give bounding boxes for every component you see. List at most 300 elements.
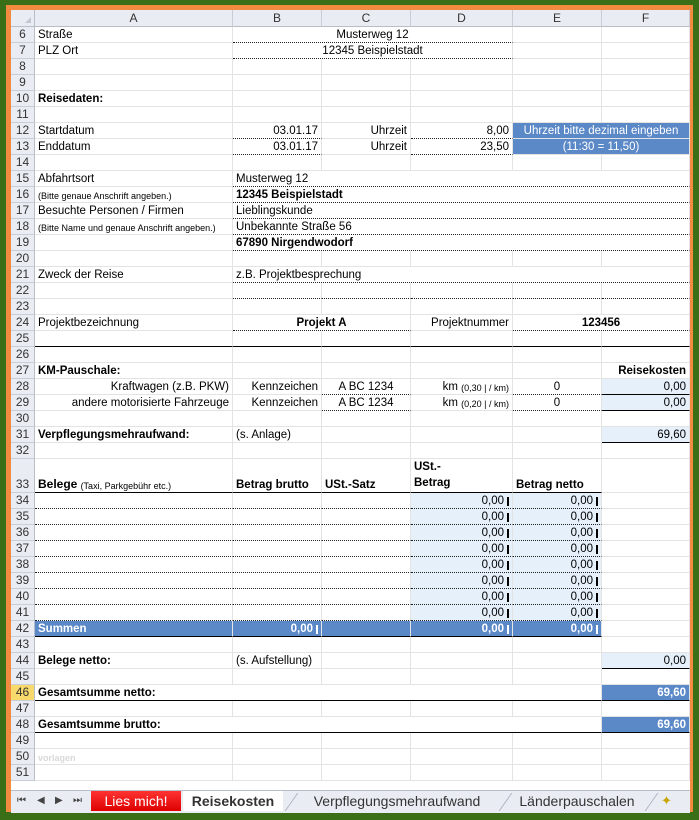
field-strasse[interactable]: Musterweg 12 [233, 27, 513, 43]
empty-cell[interactable] [322, 59, 411, 75]
empty-cell[interactable] [602, 299, 690, 315]
field-kennzeichen[interactable]: A BC 1234 [322, 395, 411, 411]
field-betrag-brutto[interactable] [233, 509, 322, 525]
empty-cell[interactable] [233, 749, 322, 765]
empty-cell[interactable] [513, 669, 602, 685]
empty-cell[interactable] [513, 251, 602, 267]
empty-cell[interactable] [602, 509, 690, 525]
column-header-e[interactable]: E [513, 10, 602, 27]
row-number[interactable]: 32 [11, 443, 35, 459]
empty-cell[interactable] [602, 589, 690, 605]
empty-cell[interactable] [233, 91, 322, 107]
empty-cell[interactable] [322, 251, 411, 267]
currency-marker-icon [596, 561, 598, 570]
empty-cell[interactable] [35, 443, 233, 459]
field-betrag-brutto[interactable] [233, 605, 322, 621]
empty-cell[interactable] [322, 701, 411, 717]
field-ust-satz[interactable] [322, 509, 411, 525]
field-km[interactable]: 0 [513, 395, 602, 411]
cell-ust-betrag [411, 557, 513, 573]
row-number[interactable]: 38 [11, 557, 35, 573]
empty-cell[interactable] [602, 107, 690, 123]
cell-ust-betrag [411, 589, 513, 605]
empty-cell[interactable] [411, 91, 513, 107]
tab-laenderpauschalen[interactable]: Länderpauschalen [519, 793, 635, 809]
currency-marker-icon [596, 609, 598, 618]
empty-cell[interactable] [513, 75, 602, 91]
empty-cell[interactable] [233, 733, 322, 749]
value-ust-betrag: 0,00 [481, 575, 504, 587]
empty-cell[interactable] [411, 637, 513, 653]
cell-ust-betrag [411, 525, 513, 541]
empty-cell[interactable] [602, 347, 690, 363]
row-number[interactable]: 40 [11, 589, 35, 605]
field-betrag-brutto[interactable] [233, 525, 322, 541]
empty-cell[interactable] [411, 733, 513, 749]
empty-cell[interactable] [35, 637, 233, 653]
row-number[interactable]: 19 [11, 235, 35, 251]
empty-cell[interactable] [233, 251, 322, 267]
label-projektnummer: Projektnummer [411, 315, 513, 331]
row-number[interactable]: 23 [11, 299, 35, 315]
currency-marker-icon [316, 625, 318, 634]
empty-cell[interactable] [35, 669, 233, 685]
row-number[interactable]: 6 [11, 27, 35, 43]
empty-cell[interactable] [602, 459, 690, 493]
empty-cell[interactable] [233, 331, 322, 347]
field-beleg-beschreibung[interactable] [35, 525, 233, 541]
row-number[interactable]: 12 [11, 123, 35, 139]
sheet-row [11, 443, 690, 459]
row-number[interactable]: 35 [11, 509, 35, 525]
empty-cell[interactable] [35, 235, 233, 251]
currency-marker-icon [596, 513, 598, 522]
km-rate: (0,30 | / km) [461, 383, 509, 393]
field-ust-satz[interactable] [322, 573, 411, 589]
empty-cell[interactable] [233, 347, 322, 363]
label-uhrzeit: Uhrzeit [322, 123, 411, 139]
row-number[interactable]: 20 [11, 251, 35, 267]
value-ust-betrag: 0,00 [481, 559, 504, 571]
tab-lies-mich[interactable]: Lies mich! [91, 791, 181, 811]
empty-cell[interactable] [602, 91, 690, 107]
field-beleg-beschreibung[interactable] [35, 541, 233, 557]
row-number[interactable]: 8 [11, 59, 35, 75]
field-beleg-beschreibung[interactable] [35, 493, 233, 509]
empty-cell[interactable] [35, 283, 233, 299]
empty-cell[interactable] [233, 443, 322, 459]
empty-cell[interactable] [602, 749, 690, 765]
field-abfahrtsort[interactable]: Musterweg 12 [233, 171, 690, 187]
row-number[interactable]: 18 [11, 219, 35, 235]
empty-cell[interactable] [35, 765, 233, 781]
field-zweck-der-reise[interactable]: z.B. Projektbesprechung [233, 267, 690, 283]
field-ust-satz[interactable] [322, 525, 411, 541]
empty-cell[interactable] [411, 155, 513, 171]
empty-cell[interactable] [602, 59, 690, 75]
sheet-row [11, 637, 690, 653]
field-beleg-beschreibung[interactable] [35, 509, 233, 525]
km-rate: (0,20 | / km) [461, 399, 509, 409]
empty-cell[interactable] [35, 701, 233, 717]
row-number[interactable]: 29 [11, 395, 35, 411]
empty-cell[interactable] [322, 443, 411, 459]
sheet-row [11, 91, 690, 107]
field-ust-satz[interactable] [322, 541, 411, 557]
sheet-row [11, 395, 690, 411]
row-number[interactable]: 42 [11, 621, 35, 637]
header-ust-betrag [411, 459, 513, 493]
empty-cell[interactable] [602, 765, 690, 781]
empty-cell[interactable] [411, 653, 513, 669]
hint-belege: (Taxi, Parkgebühr etc.) [80, 481, 172, 491]
empty-cell[interactable] [322, 299, 411, 315]
cell-watermark [35, 749, 233, 765]
empty-cell[interactable] [233, 75, 322, 91]
row-number[interactable]: 24 [11, 315, 35, 331]
sheet-row [11, 155, 690, 171]
field-betrag-brutto[interactable] [233, 557, 322, 573]
empty-cell[interactable] [233, 701, 322, 717]
field-ust-satz[interactable] [322, 589, 411, 605]
row-number[interactable]: 14 [11, 155, 35, 171]
empty-cell[interactable] [233, 59, 322, 75]
row-number[interactable]: 43 [11, 637, 35, 653]
row-number[interactable]: 21 [11, 267, 35, 283]
empty-cell[interactable] [35, 299, 233, 315]
empty-cell[interactable] [233, 411, 322, 427]
empty-cell[interactable] [602, 443, 690, 459]
empty-cell[interactable] [411, 107, 513, 123]
field-betrag-brutto[interactable] [233, 493, 322, 509]
empty-cell[interactable] [602, 331, 690, 347]
field-start-uhrzeit[interactable]: 8,00 [411, 123, 513, 139]
empty-cell[interactable] [411, 669, 513, 685]
row-number[interactable]: 47 [11, 701, 35, 717]
value-betrag-netto: 0,00 [570, 543, 593, 555]
row-number[interactable]: 30 [11, 411, 35, 427]
empty-cell[interactable] [513, 283, 602, 299]
row-number[interactable]: 45 [11, 669, 35, 685]
empty-cell[interactable] [322, 669, 411, 685]
empty-cell[interactable] [513, 637, 602, 653]
field-ust-satz[interactable] [322, 605, 411, 621]
empty-cell[interactable] [322, 91, 411, 107]
row-number[interactable]: 51 [11, 765, 35, 781]
empty-cell[interactable] [322, 363, 411, 379]
empty-cell[interactable] [602, 155, 690, 171]
empty-cell[interactable] [411, 251, 513, 267]
empty-cell[interactable] [35, 733, 233, 749]
label-verpflegungsmehraufwand: Verpflegungsmehraufwand: [35, 427, 233, 443]
label-gesamtsumme-netto: Gesamtsumme netto: [35, 685, 602, 701]
label-kennzeichen: Kennzeichen [233, 379, 322, 395]
sheet-row [11, 299, 690, 315]
cell-betrag-netto [513, 557, 602, 573]
empty-cell[interactable] [602, 733, 690, 749]
field-beleg-beschreibung[interactable] [35, 573, 233, 589]
empty-cell[interactable] [35, 59, 233, 75]
empty-cell[interactable] [35, 155, 233, 171]
tab-reisekosten[interactable]: Reisekosten [183, 791, 283, 811]
column-header-c[interactable]: C [322, 10, 411, 27]
sheet-row [11, 315, 690, 331]
field-projektbezeichnung[interactable]: Projekt A [233, 315, 411, 331]
empty-cell[interactable] [233, 669, 322, 685]
empty-cell[interactable] [322, 749, 411, 765]
cell-ust-betrag [411, 509, 513, 525]
empty-cell[interactable] [322, 765, 411, 781]
row-number[interactable]: 17 [11, 203, 35, 219]
empty-cell[interactable] [513, 155, 602, 171]
empty-cell[interactable] [513, 299, 602, 315]
select-all-corner[interactable] [11, 10, 35, 27]
empty-cell[interactable] [602, 605, 690, 621]
value-ust-betrag: 0,00 [481, 543, 504, 555]
sheet-row [11, 203, 690, 219]
sheet-row [11, 525, 690, 541]
empty-cell[interactable] [322, 637, 411, 653]
empty-cell[interactable] [602, 525, 690, 541]
empty-cell[interactable] [411, 749, 513, 765]
empty-cell[interactable] [602, 283, 690, 299]
row-number[interactable]: 44 [11, 653, 35, 669]
field-beleg-beschreibung[interactable] [35, 605, 233, 621]
empty-cell[interactable] [322, 427, 411, 443]
empty-cell[interactable] [513, 733, 602, 749]
row-number[interactable]: 28 [11, 379, 35, 395]
value-ust-betrag: 0,00 [481, 511, 504, 523]
empty-cell[interactable] [602, 557, 690, 573]
row-number[interactable]: 10 [11, 91, 35, 107]
label-summen: Summen [35, 621, 233, 637]
empty-cell[interactable] [322, 283, 411, 299]
field-plz-ort[interactable]: 12345 Beispielstadt [233, 43, 513, 59]
field-betrag-brutto[interactable] [233, 541, 322, 557]
empty-cell[interactable] [411, 283, 513, 299]
currency-marker-icon [507, 625, 509, 634]
value-betrag-netto: 0,00 [570, 527, 593, 539]
empty-cell[interactable] [411, 443, 513, 459]
cell-sum-netto [513, 621, 602, 637]
column-header-b[interactable]: B [233, 10, 322, 27]
empty-cell[interactable] [322, 653, 411, 669]
empty-cell[interactable] [411, 59, 513, 75]
empty-cell[interactable] [322, 733, 411, 749]
empty-cell[interactable] [411, 427, 513, 443]
empty-cell[interactable] [602, 701, 690, 717]
column-header-f[interactable]: F [602, 10, 690, 27]
row-number[interactable]: 34 [11, 493, 35, 509]
currency-marker-icon [596, 545, 598, 554]
empty-cell[interactable] [233, 637, 322, 653]
field-beleg-beschreibung[interactable] [35, 557, 233, 573]
empty-cell[interactable] [35, 331, 233, 347]
row-number[interactable]: 15 [11, 171, 35, 187]
empty-cell[interactable] [411, 411, 513, 427]
empty-cell[interactable] [513, 43, 602, 59]
empty-cell[interactable] [411, 701, 513, 717]
row-number[interactable]: 25 [11, 331, 35, 347]
label-projektbezeichnung: Projektbezeichnung [35, 315, 233, 331]
empty-cell[interactable] [602, 541, 690, 557]
empty-cell[interactable] [35, 347, 233, 363]
field-betrag-brutto[interactable] [233, 589, 322, 605]
row-number[interactable]: 49 [11, 733, 35, 749]
empty-cell[interactable] [233, 363, 322, 379]
empty-cell[interactable] [513, 363, 602, 379]
value-ust-betrag: 0,00 [481, 527, 504, 539]
row-number[interactable]: 41 [11, 605, 35, 621]
sheet-row [11, 509, 690, 525]
next-sheet-icon[interactable]: ▶ [55, 795, 63, 806]
row-number[interactable]: 33 [11, 459, 35, 493]
field-ust-satz[interactable] [322, 493, 411, 509]
row-number[interactable]: 50 [11, 749, 35, 765]
field-projektnummer[interactable]: 123456 [513, 315, 690, 331]
empty-cell[interactable] [322, 155, 411, 171]
empty-cell[interactable] [322, 411, 411, 427]
empty-cell[interactable] [411, 299, 513, 315]
row-number[interactable]: 7 [11, 43, 35, 59]
empty-cell[interactable] [35, 411, 233, 427]
field-besuchte-strasse[interactable]: Unbekannte Straße 56 [233, 219, 690, 235]
hint-uhrzeit-beispiel: (11:30 = 11,50) [513, 139, 690, 155]
sum-betrag-netto: 0,00 [570, 623, 593, 635]
label-uhrzeit: Uhrzeit [322, 139, 411, 155]
column-header-d[interactable]: D [411, 10, 513, 27]
field-besuchte-plz-ort[interactable]: 67890 Nirgendwodorf [233, 235, 690, 251]
empty-cell[interactable] [602, 411, 690, 427]
empty-cell[interactable] [602, 573, 690, 589]
empty-cell[interactable] [602, 27, 690, 43]
empty-cell[interactable] [602, 251, 690, 267]
empty-cell[interactable] [411, 765, 513, 781]
sheet-row [11, 493, 690, 509]
row-number[interactable]: 22 [11, 283, 35, 299]
row-number[interactable]: 13 [11, 139, 35, 155]
sheet-row [11, 235, 690, 251]
cell-ust-betrag [411, 605, 513, 621]
header-ust-betrag-2: Betrag [414, 477, 451, 489]
empty-cell[interactable] [233, 155, 322, 171]
value-ust-betrag: 0,00 [481, 591, 504, 603]
empty-cell[interactable] [411, 363, 513, 379]
first-sheet-icon[interactable]: ⏮ [17, 795, 26, 806]
empty-cell[interactable] [513, 347, 602, 363]
empty-cell[interactable] [233, 107, 322, 123]
sheet-row [11, 701, 690, 717]
spreadsheet [11, 10, 690, 790]
row-number[interactable]: 11 [11, 107, 35, 123]
sheet-row [11, 765, 690, 781]
currency-marker-icon [596, 497, 598, 506]
currency-marker-icon [596, 593, 598, 602]
field-beleg-beschreibung[interactable] [35, 589, 233, 605]
row-number[interactable]: 16 [11, 187, 35, 203]
empty-cell[interactable] [513, 653, 602, 669]
row-number[interactable]: 31 [11, 427, 35, 443]
row-number[interactable]: 48 [11, 717, 35, 733]
row-number[interactable]: 9 [11, 75, 35, 91]
empty-cell[interactable] [513, 331, 602, 347]
field-km[interactable]: 0 [513, 379, 602, 395]
field-end-uhrzeit[interactable]: 23,50 [411, 139, 513, 155]
empty-cell[interactable] [411, 347, 513, 363]
empty-cell[interactable] [602, 75, 690, 91]
empty-cell[interactable] [602, 493, 690, 509]
empty-cell[interactable] [233, 765, 322, 781]
empty-cell[interactable] [513, 91, 602, 107]
currency-marker-icon [507, 529, 509, 538]
field-kennzeichen[interactable]: A BC 1234 [322, 379, 411, 395]
field-ust-satz[interactable] [322, 557, 411, 573]
empty-cell[interactable] [513, 107, 602, 123]
field-startdatum[interactable]: 03.01.17 [233, 123, 322, 139]
empty-cell[interactable] [602, 43, 690, 59]
last-sheet-icon[interactable]: ⏭ [73, 795, 82, 806]
empty-cell[interactable] [35, 251, 233, 267]
currency-marker-icon [507, 545, 509, 554]
empty-cell[interactable] [513, 701, 602, 717]
column-header-a[interactable]: A [35, 10, 233, 27]
empty-cell[interactable] [233, 299, 322, 315]
hint-name-anschrift: (Bitte Name und genaue Anschrift angeben.) [35, 219, 233, 235]
empty-cell[interactable] [322, 331, 411, 347]
empty-cell[interactable] [411, 75, 513, 91]
empty-cell[interactable] [602, 669, 690, 685]
row-number[interactable]: 27 [11, 363, 35, 379]
cell-sum-ust-satz [322, 621, 411, 637]
empty-cell[interactable] [513, 59, 602, 75]
empty-cell[interactable] [513, 749, 602, 765]
label-besuchte-personen: Besuchte Personen / Firmen [35, 203, 233, 219]
section-km-pauschale: KM-Pauschale: [35, 363, 233, 379]
value-km-kosten: 0,00 [602, 395, 690, 411]
empty-cell[interactable] [233, 283, 322, 299]
empty-cell[interactable] [322, 347, 411, 363]
empty-cell[interactable] [602, 621, 690, 637]
empty-cell[interactable] [411, 331, 513, 347]
tab-verpflegungsmehraufwand[interactable]: Verpflegungsmehraufwand [313, 793, 481, 809]
row-number[interactable]: 39 [11, 573, 35, 589]
empty-cell[interactable] [513, 27, 602, 43]
empty-cell[interactable] [513, 411, 602, 427]
insert-sheet-icon[interactable]: ✦ [661, 793, 672, 808]
value-verpflegungsmehraufwand: 69,60 [602, 427, 690, 443]
empty-cell[interactable] [513, 765, 602, 781]
row-number[interactable]: 37 [11, 541, 35, 557]
empty-cell[interactable] [602, 637, 690, 653]
row-number[interactable]: 26 [11, 347, 35, 363]
empty-cell[interactable] [35, 107, 233, 123]
field-betrag-brutto[interactable] [233, 573, 322, 589]
empty-cell[interactable] [35, 75, 233, 91]
field-abfahrtsort-plz-ort[interactable]: 12345 Beispielstadt [233, 187, 690, 203]
empty-cell[interactable] [322, 107, 411, 123]
row-number[interactable]: 46 [11, 685, 35, 701]
currency-marker-icon [596, 577, 598, 586]
field-besuchte-personen[interactable]: Lieblingskunde [233, 203, 690, 219]
empty-cell[interactable] [513, 427, 602, 443]
field-enddatum[interactable]: 03.01.17 [233, 139, 322, 155]
sheet-row [11, 43, 690, 59]
prev-sheet-icon[interactable]: ◀ [37, 795, 45, 806]
empty-cell[interactable] [322, 75, 411, 91]
section-reisedaten: Reisedaten: [35, 91, 233, 107]
empty-cell[interactable] [513, 443, 602, 459]
row-number[interactable]: 36 [11, 525, 35, 541]
